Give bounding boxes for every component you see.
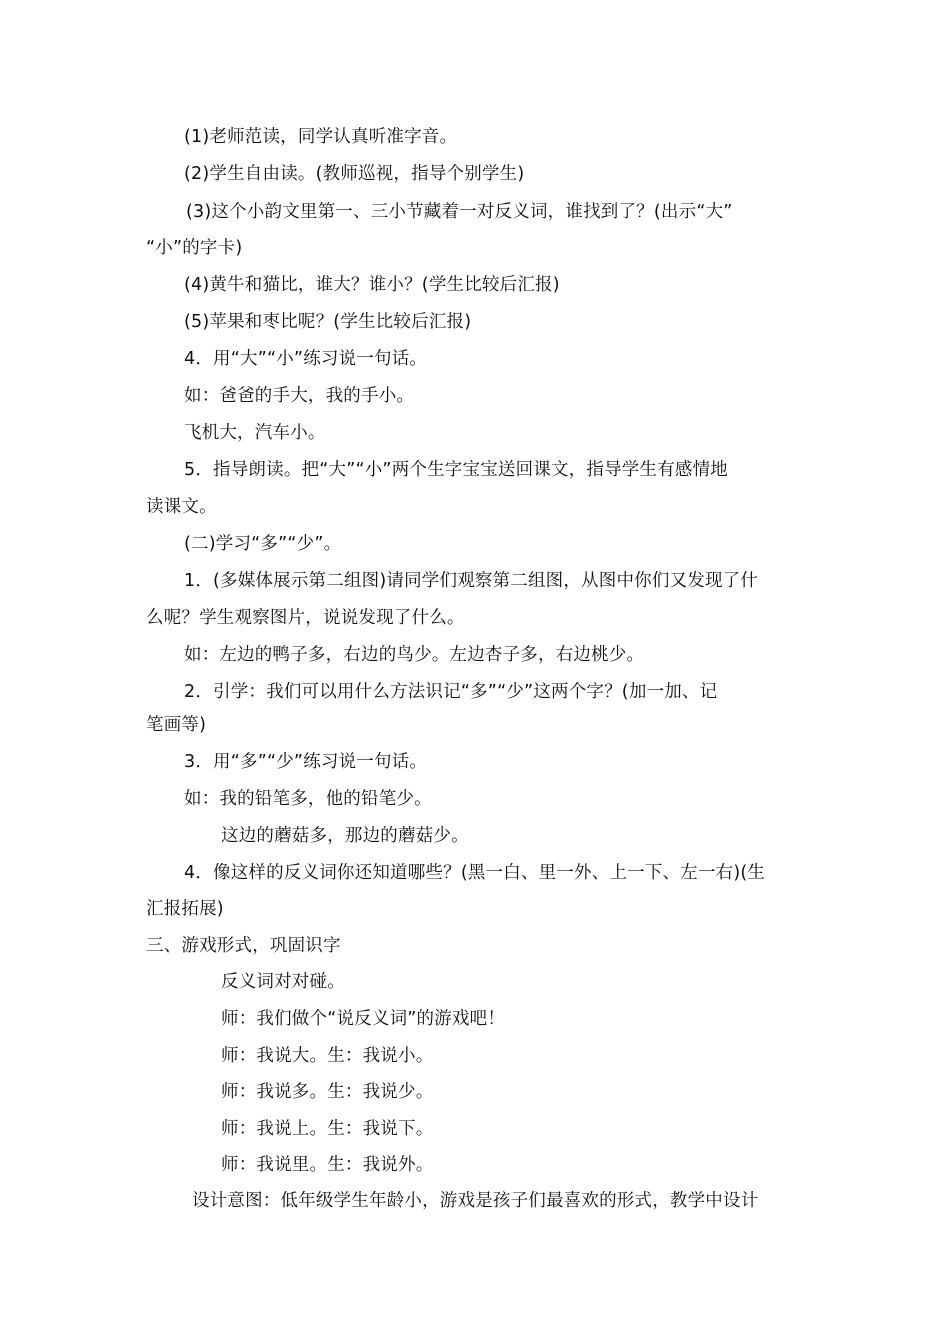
section-heading: (二)学习“多”“少”。 bbox=[184, 534, 342, 554]
text-line: 5．指导朗读。把“大”“小”两个生字宝宝送回课文，指导学生有感情地 bbox=[184, 460, 728, 480]
text-line: (2)学生自由读。(教师巡视，指导个别学生) bbox=[184, 164, 525, 184]
text-line: 师：我说里。生：我说外。 bbox=[221, 1155, 434, 1175]
text-line: 读课文。 bbox=[146, 497, 217, 517]
text-line: 师：我说多。生：我说少。 bbox=[221, 1082, 434, 1102]
text-line: “小”的字卡) bbox=[146, 238, 243, 258]
text-line: (3)这个小韵文里第一、三小节藏着一对反义词，谁找到了？(出示“大” bbox=[186, 202, 733, 222]
text-line: 如：爸爸的手大，我的手小。 bbox=[184, 386, 415, 406]
text-line: 这边的蘑菇多，那边的蘑菇少。 bbox=[221, 826, 469, 846]
text-line: 2．引学：我们可以用什么方法识记“多”“少”这两个字？(加一加、记 bbox=[184, 682, 718, 702]
text-line: (1)老师范读，同学认真听准字音。 bbox=[184, 127, 458, 147]
text-line: 如：左边的鸭子多，右边的鸟少。左边杏子多，右边桃少。 bbox=[184, 645, 645, 665]
section-heading: 三、游戏形式，巩固识字 bbox=[146, 936, 341, 956]
text-line: 师：我说上。生：我说下。 bbox=[221, 1119, 434, 1139]
text-line: 3．用“多”“少”练习说一句话。 bbox=[184, 752, 428, 772]
text-line: 师：我们做个“说反义词”的游戏吧！ bbox=[221, 1009, 506, 1029]
text-line: 设计意图：低年级学生年龄小，游戏是孩子们最喜欢的形式，教学中设计 bbox=[192, 1191, 759, 1211]
text-line: 笔画等) bbox=[146, 715, 207, 735]
text-line: 4．用“大”“小”练习说一句话。 bbox=[184, 349, 428, 369]
text-line: (4)黄牛和猫比，谁大？谁小？(学生比较后汇报) bbox=[184, 275, 560, 295]
text-line: 1．(多媒体展示第二组图)请同学们观察第二组图，从图中你们又发现了什 bbox=[184, 571, 759, 591]
text-line: 4．像这样的反义词你还知道哪些？(黑一白、里一外、上一下、左一右)(生 bbox=[184, 863, 766, 883]
text-line: 飞机大，汽车小。 bbox=[184, 423, 326, 443]
text-line: 师：我说大。生：我说小。 bbox=[221, 1046, 434, 1066]
text-line: (5)苹果和枣比呢？(学生比较后汇报) bbox=[184, 312, 472, 332]
text-line: 汇报拓展) bbox=[146, 899, 224, 919]
text-line: 如：我的铅笔多，他的铅笔少。 bbox=[184, 789, 432, 809]
text-line: 么呢？学生观察图片，说说发现了什么。 bbox=[146, 608, 465, 628]
text-line: 反义词对对碰。 bbox=[221, 972, 345, 992]
